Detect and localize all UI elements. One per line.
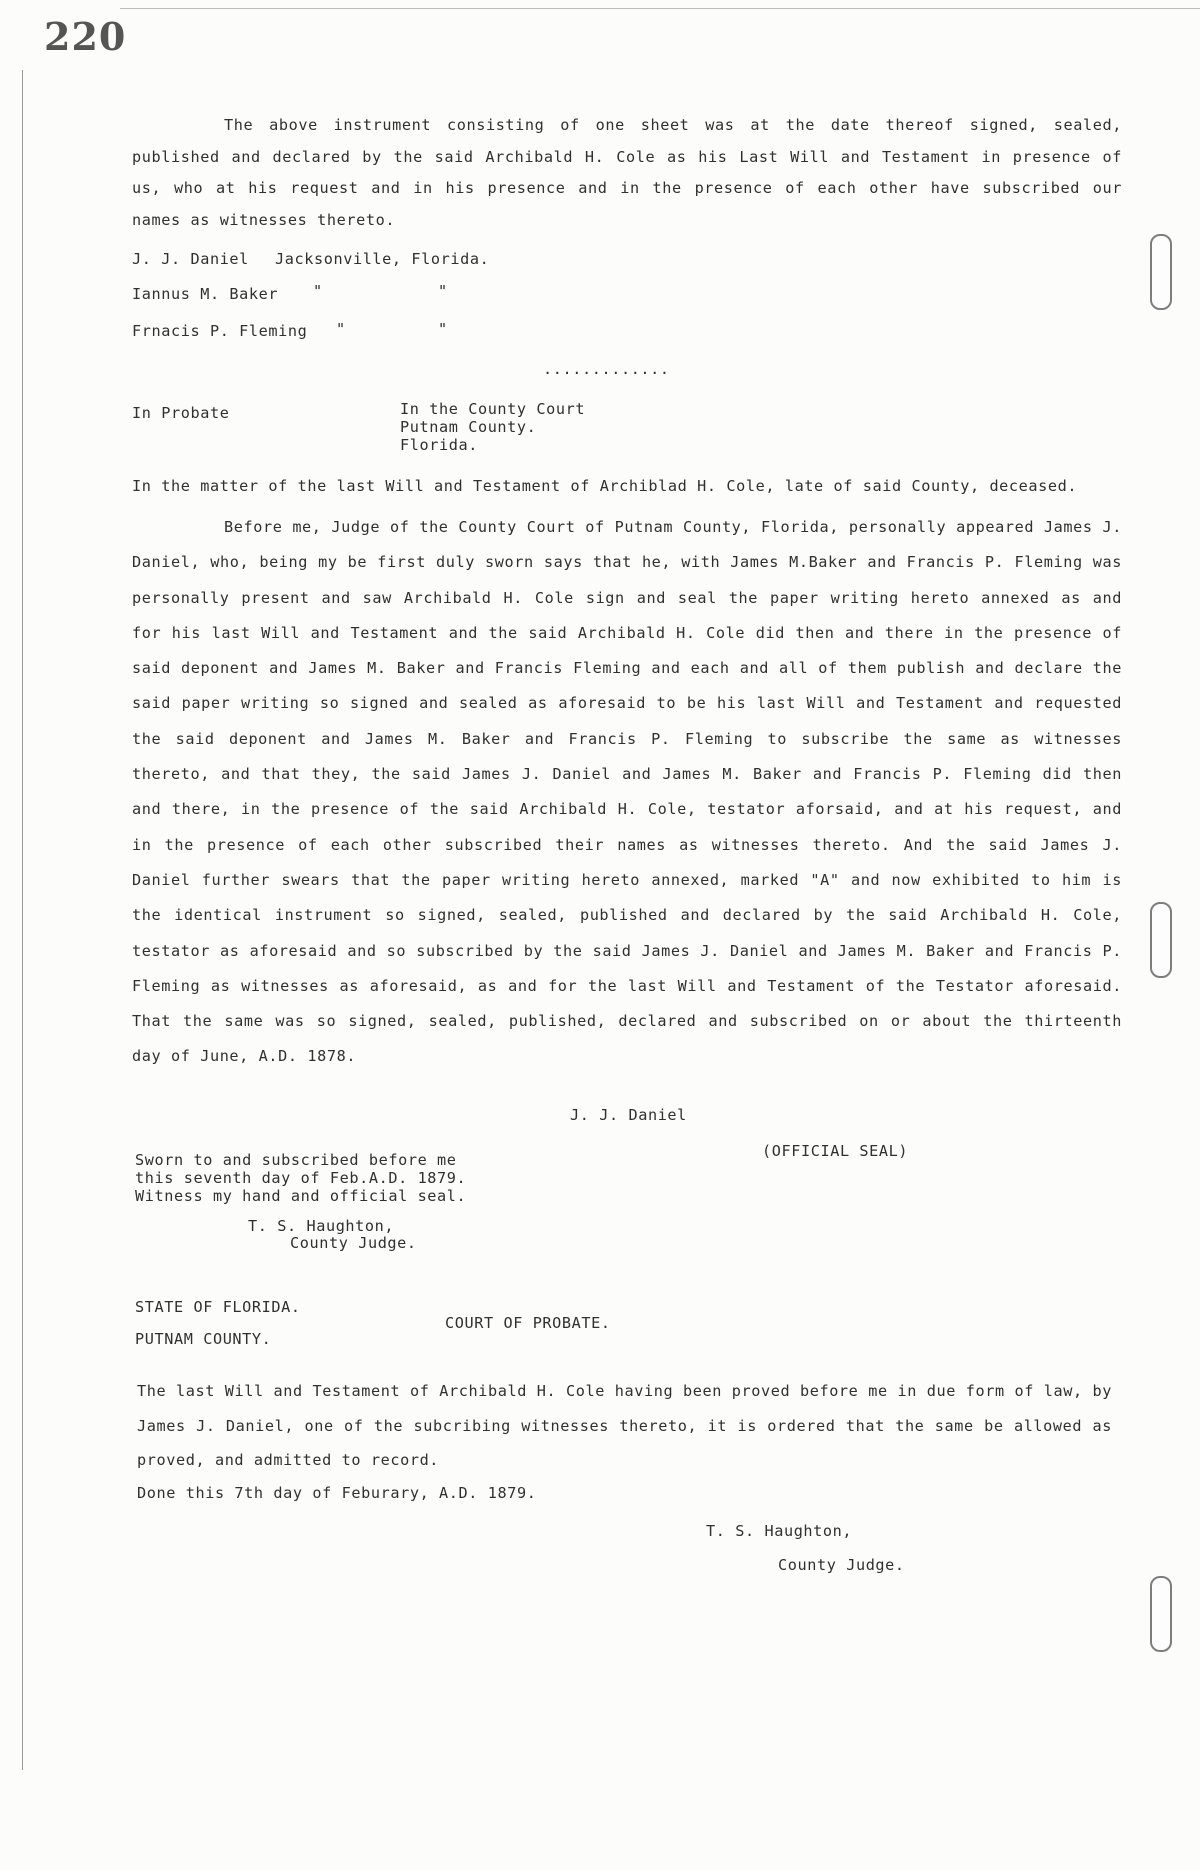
witness-ditto-mark: " xyxy=(438,320,448,338)
court-heading-line-1: In the County Court xyxy=(400,400,586,418)
affidavit-paragraph: Before me, Judge of the County Court of Putnam County, Florida, personally appeared James J. Daniel, who, being my be first duly sworn says that he, with James M.Baker and Francis P. Fleming was personally present and saw Archibald H. Cole sign and seal the paper writing hereto annexed as and for his last Will and Testament and the said Archibald H. Cole did then and there in the presence of said deponent and James M. Baker and Francis Fleming and each and all of them publish and declare the said paper writing so signed and sealed as aforesaid to be his last Will and Testament and requested the said deponent and James M. Baker and Francis P. Fleming to subscribe the same as witnesses thereto, and that they, the said James J. Daniel and James M. Baker and Francis P. Fleming did then and there, in the presence of the said Archibald H. Cole, testator aforsaid, and at his request, and in the presence of each other subscribed their names as witnesses thereto. And the said James J. Daniel further swears that the paper writing hereto annexed, marked "A" and now exhibited to him is the identical instrument so signed, sealed, published and declared by the said Archibald H. Cole, testator as aforesaid and so subscribed by the said James J. Daniel and James M. Baker and Francis P. Fleming as witnesses as aforesaid, as and for the last Will and Testament of the Testator aforesaid. That the same was so signed, sealed, published, declared and subscribed on or about the thirteenth day of June, A.D. 1878. xyxy=(132,518,1122,1066)
county-line: PUTNAM COUNTY. xyxy=(135,1330,272,1348)
witness-ditto-mark: " xyxy=(438,282,448,300)
witness-name-3: Frnacis P. Fleming xyxy=(132,322,308,340)
jurat-line-3: Witness my hand and official seal. xyxy=(135,1187,467,1205)
binder-hole xyxy=(1150,902,1172,978)
binder-hole xyxy=(1150,1576,1172,1652)
court-of-probate-heading: COURT OF PROBATE. xyxy=(445,1314,611,1332)
final-signer-name: T. S. Haughton, xyxy=(706,1522,853,1540)
top-edge-rule xyxy=(120,8,1200,9)
court-heading-line-2: Putnam County. xyxy=(400,418,537,436)
witness-city-3: " xyxy=(336,320,346,338)
court-heading-line-3: Florida. xyxy=(400,436,478,454)
matter-line: In the matter of the last Will and Testament of Archiblad H. Cole, late of said County, deceased. xyxy=(132,477,1078,495)
state-line: STATE OF FLORIDA. xyxy=(135,1298,301,1316)
witness-city-2: " xyxy=(313,282,323,300)
witness-name-1: J. J. Daniel xyxy=(132,250,249,268)
probate-label: In Probate xyxy=(132,404,230,422)
section-separator: ............. xyxy=(543,360,670,378)
left-margin-rule xyxy=(22,70,23,1770)
jurat-line-1: Sworn to and subscribed before me xyxy=(135,1151,457,1169)
binder-hole xyxy=(1150,234,1172,310)
intro-paragraph: The above instrument consisting of one sheet was at the date thereof signed, sealed, published and declared by the said Archibald H. Cole as his Last Will and Testament in presence of us, who at his request and in his presence and in the presence of each other have subscribed our names as witnesses thereto. xyxy=(132,116,1122,229)
affiant-signature: J. J. Daniel xyxy=(570,1106,687,1124)
witness-city-1: Jacksonville, Florida. xyxy=(275,250,490,268)
done-line: Done this 7th day of Feburary, A.D. 1879. xyxy=(137,1484,537,1502)
official-seal: (OFFICIAL SEAL) xyxy=(762,1142,909,1160)
final-signer-title: County Judge. xyxy=(778,1556,905,1574)
witness-name-2: Iannus M. Baker xyxy=(132,285,279,303)
jurat-signer-name: T. S. Haughton, xyxy=(248,1217,395,1235)
page-number: 220 xyxy=(44,14,127,59)
jurat-line-2: this seventh day of Feb.A.D. 1879. xyxy=(135,1169,467,1187)
jurat-signer-title: County Judge. xyxy=(290,1234,417,1252)
order-paragraph: The last Will and Testament of Archibald H. Cole having been proved before me in due form of law, by James J. Daniel, one of the subcribing witnesses thereto, it is ordered that the same be allowed as proved, and admitted to record. xyxy=(137,1382,1112,1469)
